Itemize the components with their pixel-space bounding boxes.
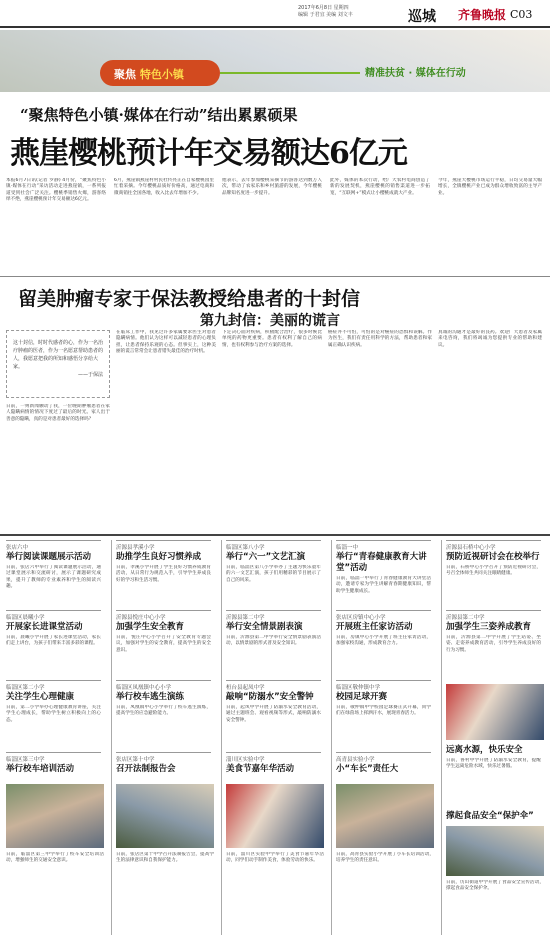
column-divider	[111, 540, 112, 935]
brief-title: 举行校车培训活动	[6, 764, 75, 774]
brief-title: 举行“六一”文艺汇演	[226, 552, 306, 562]
column-divider	[441, 540, 442, 935]
brief-dateline: 临淄区第八小学	[226, 540, 321, 551]
brief-title: 加强学生三姿养成教育	[446, 622, 532, 632]
story1-col5: 今年，燕崖大樱桃市场运行平稳，日均交易量大幅增长，全镇樱桃产业已成为群众增收致富的主导产业。	[438, 178, 542, 196]
brief-body: 日前，临淄区第三中学举行了校车安全培训活动，增强师生的交通安全意识。	[6, 852, 104, 864]
brief-dateline: 高青县实验小学	[336, 752, 431, 763]
brief-dateline: 临淄区第二小学	[6, 680, 101, 691]
brief-item	[226, 610, 321, 675]
brief-dateline: 桓台县起凤中学	[226, 680, 321, 691]
brief-body: 日前，临淄一中举行了青春健康教育大讲堂活动，邀请专家为学生讲解青春期健康知识，帮助学生健康成长。	[336, 576, 431, 594]
brief-item	[226, 752, 321, 777]
page-header	[0, 0, 550, 28]
brief-item	[116, 680, 211, 745]
brief-dateline: 张店区第十中学	[116, 752, 211, 763]
brief-dateline: 沂源县第二中学	[226, 610, 321, 621]
brief-body: 日前，沂源县第二中学举行安全情景剧表演活动，以情景剧的形式普及安全知识。	[226, 635, 321, 647]
brief-item	[116, 540, 211, 605]
newspaper-logo: 齐鲁晚报	[458, 8, 507, 22]
brief-dateline: 沂源县悦庄中心小学	[116, 610, 211, 621]
brief-title: 预防近视研讨会在校举行	[446, 552, 540, 562]
story2-subhead: 第九封信：美丽的谎言	[200, 313, 340, 329]
brief-body: 日前，石桥中心小学召开了预防近视研讨会，号召全体师生共同关注眼睛健康。	[446, 565, 541, 577]
story2-col2: 在临床工作中，我见过许多家属要求医生对患者隐瞒病情。他们认为这样可以减轻患者的心理负担，让患者保持乐观的心态。但事实上，这种美丽的谎言常常会让患者错失最佳的治疗时机。	[116, 330, 216, 354]
feature-banner	[100, 58, 540, 88]
brief-dateline: 张店六中	[6, 540, 101, 551]
brief-item	[446, 744, 541, 798]
brief-title: 举行阅读课题展示活动	[6, 552, 92, 562]
brief-body: 日前，鲁村中学开展了防溺水安全教育，提醒学生远离危险水域，快乐过暑假。	[446, 758, 541, 770]
brief-body: 日前，历山街道中学开展了食品安全宣传活动，撑起食品安全保护伞。	[446, 880, 544, 892]
column-divider	[331, 540, 332, 935]
brief-dateline: 淄川区实验中学	[226, 752, 321, 763]
brief-dateline: 临淄一中	[336, 540, 431, 551]
story2-col1: 日前，一则新闻触动了我，一位晚期肿瘤患者在家人隐瞒病情的情况下度过了最后的时光。家人出于善意的隐瞒，真的是对患者最好的选择吗？	[6, 404, 110, 422]
banner-slogan: 精准扶贫 · 媒体在行动	[365, 68, 466, 79]
quote-text: 这十封信，时时代感者的心，作为一名治疗肿瘤的医者，作为一名愿意帮助患者的人，我愿意把我的所知和感悟分享给大家。	[13, 340, 104, 370]
section-divider	[0, 276, 550, 277]
brief-item	[6, 752, 101, 777]
brief-title: 远离水源，快乐安全	[446, 745, 523, 755]
brief-dateline: 沂源县孝溪小学	[116, 540, 211, 551]
brief-dateline: 临淄区第三中学	[6, 752, 101, 763]
quote-source: ——于保法	[77, 372, 103, 378]
brief-title: 开展班主任家访活动	[336, 622, 413, 632]
brief-item	[226, 540, 321, 605]
story1-col4: 此外，媒体的本次行动，给广大农村电商创造了新的发展契机，燕崖樱桃的销售渠道进一步拓宽，“互联网+”模式让小樱桃成就大产业。	[330, 178, 430, 196]
brief-body: 日前，孝溪小学开展了学生良好习惯养成教育活动，从日常行为规范入手，引导学生养成良好的学习和生活习惯。	[116, 565, 211, 583]
column-divider	[221, 540, 222, 935]
page-number: C03	[510, 8, 533, 21]
brief-title: 举行“青春健康教育大讲堂”活动	[336, 552, 427, 573]
feature-pill	[100, 60, 220, 86]
banner-line	[220, 72, 360, 74]
story2-quote	[6, 330, 110, 398]
brief-body: 日前，房镇中心小学开展了班主任家访活动，加强家校沟通，形成教育合力。	[336, 635, 431, 647]
brief-title: 关注学生心理健康	[6, 692, 75, 702]
brief-title: 撑起食品安全“保护伞”	[446, 811, 534, 821]
brief-title: 校园足球开赛	[336, 692, 388, 702]
brief-body: 日前，凤凰镇中心小学举行了校车逃生演练，提高学生的应急避险能力。	[116, 705, 211, 717]
story2-headline: 留美肿瘤专家于保法教授给患者的十封信	[18, 288, 361, 310]
header-date: 2017年6月8日 星期四	[298, 5, 349, 11]
brief-title: 小“车长”责任大	[336, 764, 399, 774]
header-meta	[298, 5, 398, 19]
brief-body: 日前，悦庄中心小学召开了安全教育专题会议，加强对学生的安全教育，提高学生的安全意识。	[116, 635, 211, 653]
brief-title: 敲响“防溺水”安全警钟	[226, 692, 314, 702]
brief-item	[336, 540, 431, 616]
brief-item	[116, 752, 211, 777]
brief-title: 召开法制报告会	[116, 764, 176, 774]
brief-item	[336, 752, 431, 777]
brief-dateline: 沂源县第二中学	[446, 610, 541, 621]
news-photo	[116, 784, 214, 848]
brief-dateline: 张店区房镇中心小学	[336, 610, 431, 621]
brief-dateline: 临淄区晨曦小学	[6, 610, 101, 621]
brief-body: 日前，高青县实验小学开展了小车长培训活动，培养学生的责任意识。	[336, 852, 434, 864]
story1-lead: “聚焦特色小镇·媒体在行动”结出累累硕果	[20, 106, 298, 124]
news-photo	[6, 784, 104, 848]
story2-col5: 真诚的沟通才是最好的良药。欢迎广大患者及家属来电咨询，我们将竭诚为您提供专业的帮助和建议。	[438, 330, 542, 348]
brief-item	[226, 680, 321, 745]
brief-dateline: 沂源县石桥中心小学	[446, 540, 541, 551]
brief-title: 举行安全情景剧表演	[226, 622, 303, 632]
brief-body: 日前，起凤中学开展了防溺水安全教育活动，通过主题班会、观看视频等形式，敲响防溺水安全警钟。	[226, 705, 321, 723]
brief-dateline: 临淄区凤凰镇中心小学	[116, 680, 211, 691]
brief-title: 加强学生安全教育	[116, 622, 185, 632]
brief-body: 日前，沂源县第二中学开展了学生站姿、坐姿、走姿养成教育活动，引导学生养成良好的行为习惯。	[446, 635, 541, 653]
brief-title: 举行校车逃生演练	[116, 692, 185, 702]
news-photo	[226, 784, 324, 848]
brief-title: 美食节嘉年华活动	[226, 764, 295, 774]
news-photo	[446, 684, 544, 740]
brief-body: 日前，敬仲镇中学校园足球赛正式开幕，同学们在绿茵场上挥洒汗水，展现青春活力。	[336, 705, 431, 717]
brief-item	[6, 610, 101, 675]
story1-headline: 燕崖樱桃预计年交易额达6亿元	[10, 136, 407, 171]
story1-col3: 他表示，去年参加樱桃采摘节的游客达到数万人次，带动了农家乐和乡村旅游的发展，今年樱桃品牌知名度进一步提升。	[222, 178, 322, 196]
brief-body: 日前，张店六中举行了阅读课题展示活动，通过课堂展示和交流研讨，展示了课题研究成果，提升了教师的专业素养和学生的阅读兴趣。	[6, 565, 101, 589]
brief-title: 开展家长进课堂活动	[6, 622, 83, 632]
pill-title: 特色小镇	[139, 68, 184, 81]
news-photo	[336, 784, 434, 848]
briefs-divider	[0, 534, 550, 536]
story1-col1: 本报6月7日讯(记者 罗静) 4月份，“聚焦特色小镇·媒体在行动”采访活动走进燕崖镇，一系列报道受到社会广泛关注。樱桃季销售火爆，游客络绎不绝，燕崖樱桃预计年交易额达6亿元。	[6, 178, 106, 202]
brief-body: 日前，淄川区实验中学举行了美食节嘉年华活动，同学们动手制作美食，体验劳动的快乐。	[226, 852, 324, 864]
brief-item	[116, 610, 211, 675]
brief-body: 日前，晨曦小学开展了家长进课堂活动，家长们走上讲台，为孩子们带来丰富多彩的课程。	[6, 635, 101, 647]
news-photo	[446, 826, 544, 876]
story1-col2: 6月，燕崖镇燕崖村村民杜传亮正在自家樱桃园里忙着采摘。今年樱桃品质好价格高，通过电商和微商销往全国各地，收入比去年增加不少。	[114, 178, 214, 196]
brief-dateline: 临淄区敬仲镇中学	[336, 680, 431, 691]
brief-item	[446, 810, 541, 824]
brief-body: 日前，张店区第十中学召开法制报告会，提高学生的法律意识和自我保护能力。	[116, 852, 214, 864]
brief-item	[446, 610, 541, 675]
section-name: 巡城	[408, 9, 436, 25]
brief-item	[336, 680, 431, 745]
brief-body: 日前，临淄区第八小学举办了主题为快乐童年的六一文艺汇演，孩子们用精彩的节目展示了自己的风采。	[226, 565, 321, 583]
header-editor: 编辑 于君宜 美编 刘文丰	[298, 12, 353, 18]
brief-item	[6, 540, 101, 605]
pill-prefix: 聚焦	[114, 68, 136, 81]
brief-item	[336, 610, 431, 675]
brief-body: 日前，第二小学举办心理健康教育讲座，关注学生心理成长，帮助学生树立积极向上的心态。	[6, 705, 101, 723]
brief-item	[446, 540, 541, 605]
brief-title: 助推学生良好习惯养成	[116, 552, 202, 562]
brief-item	[6, 680, 101, 745]
story2-col4: 癌症并不可怕，可怕的是对癌症的恐惧和误解。作为医生，我们有责任用科学的方法，帮助患者和家属正确认识疾病。	[328, 330, 432, 348]
story2-col3: 下定决心面对疾病，积极配合治疗，很多时候比单纯的药物更重要。患者有权利了解自己的病情，也有权利参与治疗方案的选择。	[222, 330, 322, 348]
